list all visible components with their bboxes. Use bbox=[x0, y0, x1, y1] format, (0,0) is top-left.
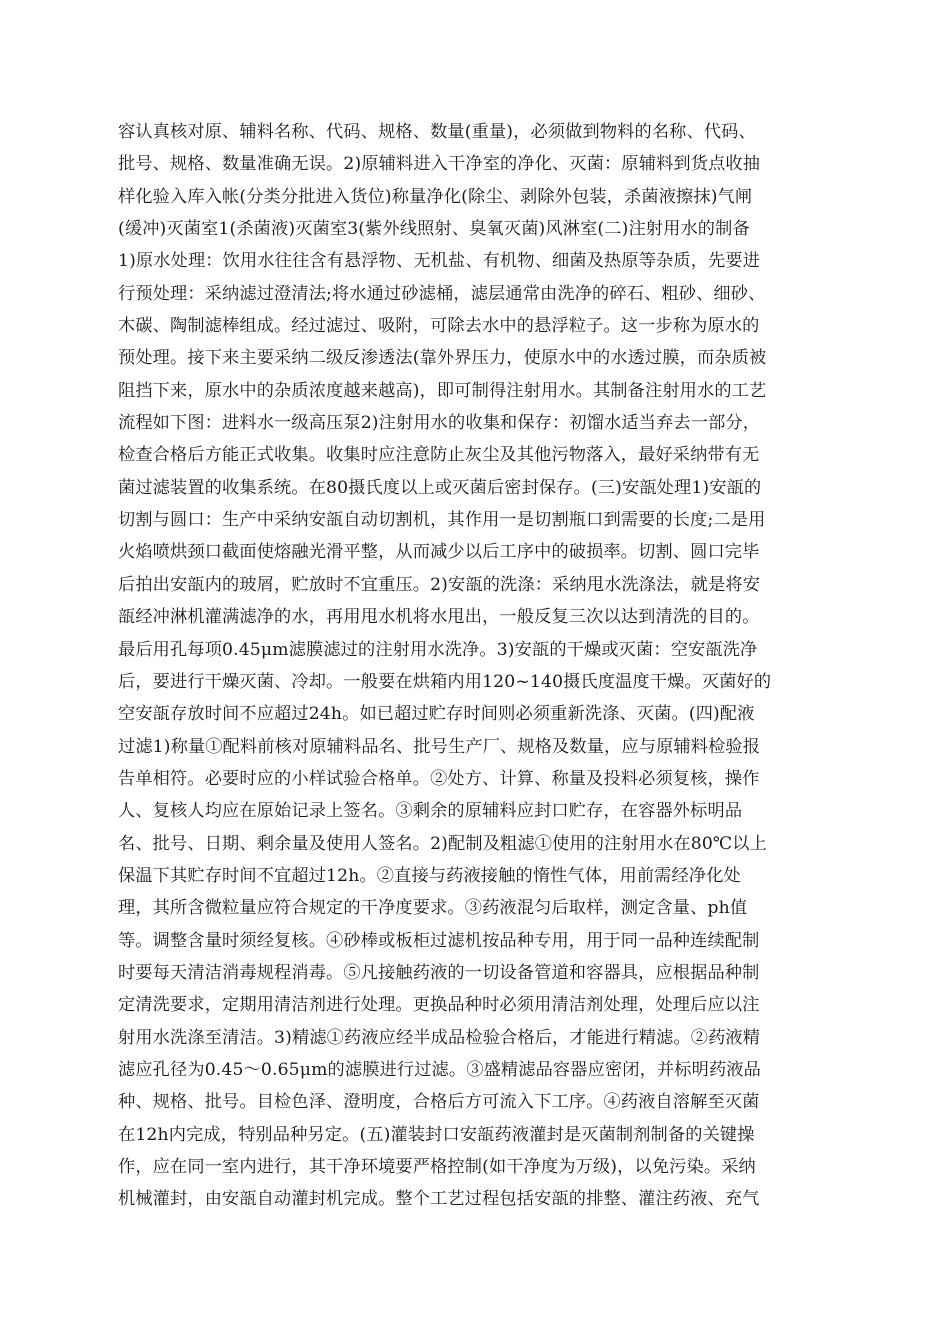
text-line: 人、复核人均应在原始记录上签名。③剩余的原辅料应封口贮存，在容器外标明品 bbox=[118, 801, 743, 822]
text-line: 流程如下图：进料水一级高压泵2)注射用水的收集和保存：初馏水适当弃去一部分， bbox=[118, 413, 761, 434]
text-line: 样化验入库入帐(分类分批进入货位)称量净化(除尘、剥除外包装，杀菌液擦抹)气闸 bbox=[118, 186, 753, 207]
text-line: 射用水洗涤至清洁。3)精滤①药液应经半成品检验合格后，才能进行精滤。②药液精 bbox=[118, 1027, 761, 1048]
text-line: 定清洗要求，定期用清洁剂进行处理。更换品种时必须用清洁剂处理，处理后应以注 bbox=[118, 995, 760, 1016]
text-line: 阻挡下来，原水中的杂质浓度越来越高)，即可制得注射用水。其制备注射用水的工艺 bbox=[118, 380, 767, 401]
text-line: 木碳、陶制滤棒组成。经过滤过、吸附，可除去水中的悬浮粒子。这一步称为原水的 bbox=[118, 316, 760, 337]
text-line: 预处理。接下来主要采纳二级反渗透法(靠外界压力，使原水中的水透过膜，而杂质被 bbox=[118, 348, 767, 369]
text-line: 等。调整含量时须经复核。④砂棒或板柜过滤机按品种专用，用于同一品种连续配制 bbox=[118, 930, 760, 951]
text-line: 作，应在同一室内进行，其干净环境要严格控制(如干净度为万级)，以免污染。采纳 bbox=[118, 1157, 756, 1177]
text-line: 后拍出安瓿内的玻屑，贮放时不宜重压。2)安瓿的洗涤：采纳甩水洗涤法，就是将安 bbox=[118, 574, 761, 595]
text-line: 最后用孔每项0.45μm滤膜滤过的注射用水洗净。3)安瓿的干燥或灭菌：空安瓿洗净 bbox=[118, 639, 758, 660]
body-text bbox=[118, 116, 838, 1216]
text-line: 名、批号、日期、剩余量及使用人签名。2)配制及粗滤①使用的注射用水在80℃以上 bbox=[118, 833, 767, 854]
text-line: 检查合格后方能正式收集。收集时应注意防止灰尘及其他污物落入，最好采纳带有无 bbox=[118, 445, 760, 466]
text-line: 机械灌封，由安瓿自动灌封机完成。整个工艺过程包括安瓿的排整、灌注药液、充气 bbox=[118, 1189, 760, 1210]
text-line: 保温下其贮存时间不宜超过12h。②直接与药液接触的惰性气体，用前需经净化处 bbox=[118, 865, 741, 886]
text-line: 在12h内完成，特别品种另定。(五)灌装封口安瓿药液灌封是灭菌制剂制备的关键操 bbox=[118, 1124, 755, 1145]
text-line: 时要每天清洁消毒规程消毒。⑤凡接触药液的一切设备管道和容器具，应根据品种制 bbox=[118, 962, 760, 983]
text-line: 理，其所含微粒量应符合规定的干净度要求。③药液混匀后取样，测定含量、ph值 bbox=[118, 898, 748, 919]
text-line: 种、规格、批号。目检色泽、澄明度，合格后方可流入下工序。④药液自溶解至灭菌 bbox=[118, 1092, 760, 1113]
text-line: 批号、规格、数量准确无误。2)原辅料进入干净室的净化、灭菌：原辅料到货点收抽 bbox=[118, 154, 761, 175]
text-line: 火焰喷烘颈口截面使熔融光滑平整，从而减少以后工序中的破损率。切割、圆口完毕 bbox=[118, 542, 760, 563]
text-line: 滤应孔径为0.45～0.65μm的滤膜进行过滤。③盛精滤品容器应密闭，并标明药液品 bbox=[118, 1059, 761, 1080]
text-line: 过滤1)称量①配料前核对原辅料品名、批号生产厂、规格及数量，应与原辅料检验报 bbox=[118, 736, 761, 757]
text-line: 1)原水处理：饮用水往往含有悬浮物、无机盐、有机物、细菌及热原等杂质，先要进 bbox=[118, 251, 761, 272]
text-line: 瓿经冲淋机灌满滤净的水，再用甩水机将水甩出，一般反复三次以达到清洗的目的。 bbox=[118, 607, 760, 628]
text-line: 容认真核对原、辅料名称、代码、规格、数量(重量)，必须做到物料的名称、代码、 bbox=[118, 122, 756, 142]
text-line: 空安瓿存放时间不应超过24h。如已超过贮存时间则必须重新洗涤、灭菌。(四)配液 bbox=[118, 704, 755, 725]
text-line: (缓冲)灭菌室1(杀菌液)灭菌室3(紫外线照射、臭氧灭菌)风淋室(二)注射用水的制备 bbox=[118, 219, 750, 240]
text-line: 告单相符。必要时应的小样试验合格单。②处方、计算、称量及投料必须复核，操作 bbox=[118, 768, 760, 789]
text-line: 切割与圆口：生产中采纳安瓿自动切割机，其作用一是切割瓶口到需要的长度;二是用 bbox=[118, 510, 766, 531]
text-line: 菌过滤装置的收集系统。在80摄氏度以上或灭菌后密封保存。(三)安瓿处理1)安瓿的 bbox=[118, 477, 762, 498]
text-line: 行预处理：采纳滤过澄清法;将水通过砂滤桶，滤层通常由洗净的碎石、粗砂、细砂、 bbox=[118, 283, 766, 304]
text-line: 后，要进行干燥灭菌、冷却。一般要在烘箱内用120~140摄氏度温度干燥。灭菌好的 bbox=[118, 671, 772, 692]
